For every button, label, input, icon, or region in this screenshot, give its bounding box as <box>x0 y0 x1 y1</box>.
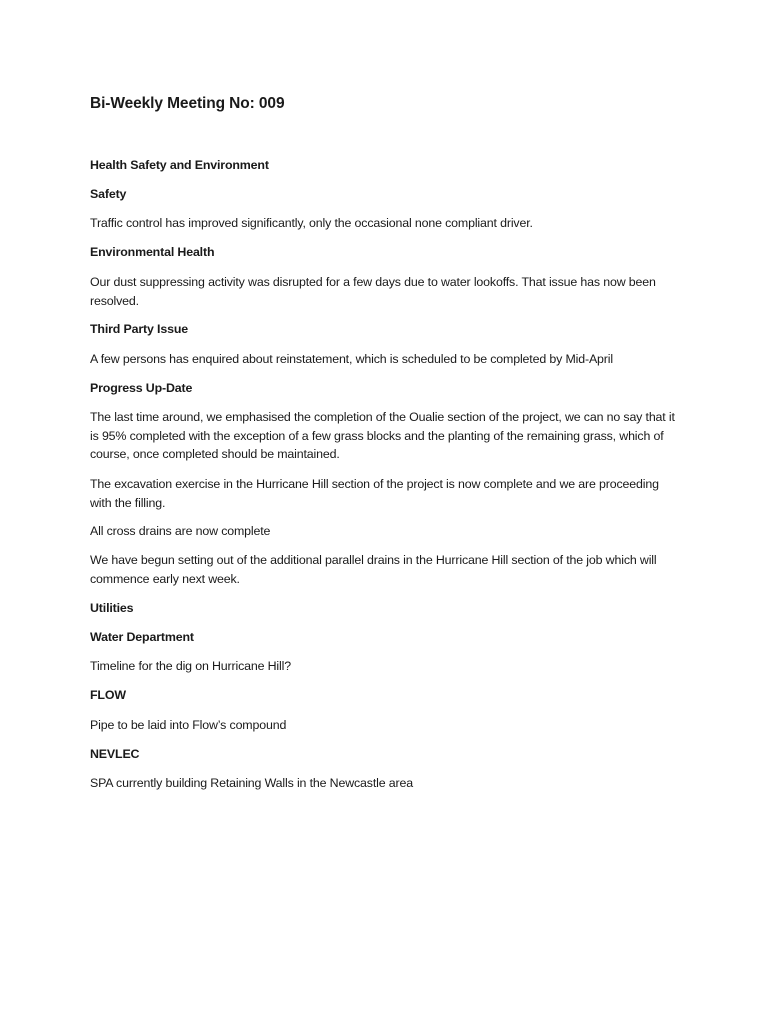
paragraph-spa-retaining-walls: SPA currently building Retaining Walls in the Newcastle area <box>90 776 413 790</box>
subheading-flow: FLOW <box>90 688 126 702</box>
paragraph-flow-pipe: Pipe to be laid into Flow’s compound <box>90 718 287 732</box>
subheading-third-party-issue: Third Party Issue <box>90 322 188 336</box>
subheading-nevlec: NEVLEC <box>90 747 140 761</box>
section-heading-utilities: Utilities <box>90 601 134 615</box>
paragraph-parallel-drains: We have begun setting out of the additional parallel drains in the Hurricane Hill section of the job which will commence early next week. <box>90 553 657 586</box>
paragraph-reinstatement: A few persons has enquired about reinstatement, which is scheduled to be completed by Mid-April <box>90 352 613 366</box>
subheading-safety: Safety <box>90 187 127 201</box>
paragraph-oualie-section: The last time around, we emphasised the completion of the Oualie section of the project, we can no say that it is 95% completed with the exception of a few grass blocks and the planting of the remaining grass, which of course, once completed should be maintained. <box>90 410 675 461</box>
subheading-water-department: Water Department <box>90 630 194 644</box>
paragraph-hurricane-hill-timeline: Timeline for the dig on Hurricane Hill? <box>90 659 291 673</box>
section-heading-hse: Health Safety and Environment <box>90 158 269 172</box>
subheading-environmental-health: Environmental Health <box>90 245 215 259</box>
paragraph-traffic-control: Traffic control has improved significantly, only the occasional none compliant driver. <box>90 216 533 230</box>
paragraph-excavation: The excavation exercise in the Hurricane Hill section of the project is now complete and we are proceeding with the filling. <box>90 477 659 510</box>
document-title: Bi-Weekly Meeting No: 009 <box>90 95 285 112</box>
paragraph-cross-drains: All cross drains are now complete <box>90 524 271 538</box>
paragraph-dust-suppression: Our dust suppressing activity was disrupted for a few days due to water lookoffs. That issue has now been resolved. <box>90 275 656 308</box>
subheading-progress-update: Progress Up-Date <box>90 381 193 395</box>
